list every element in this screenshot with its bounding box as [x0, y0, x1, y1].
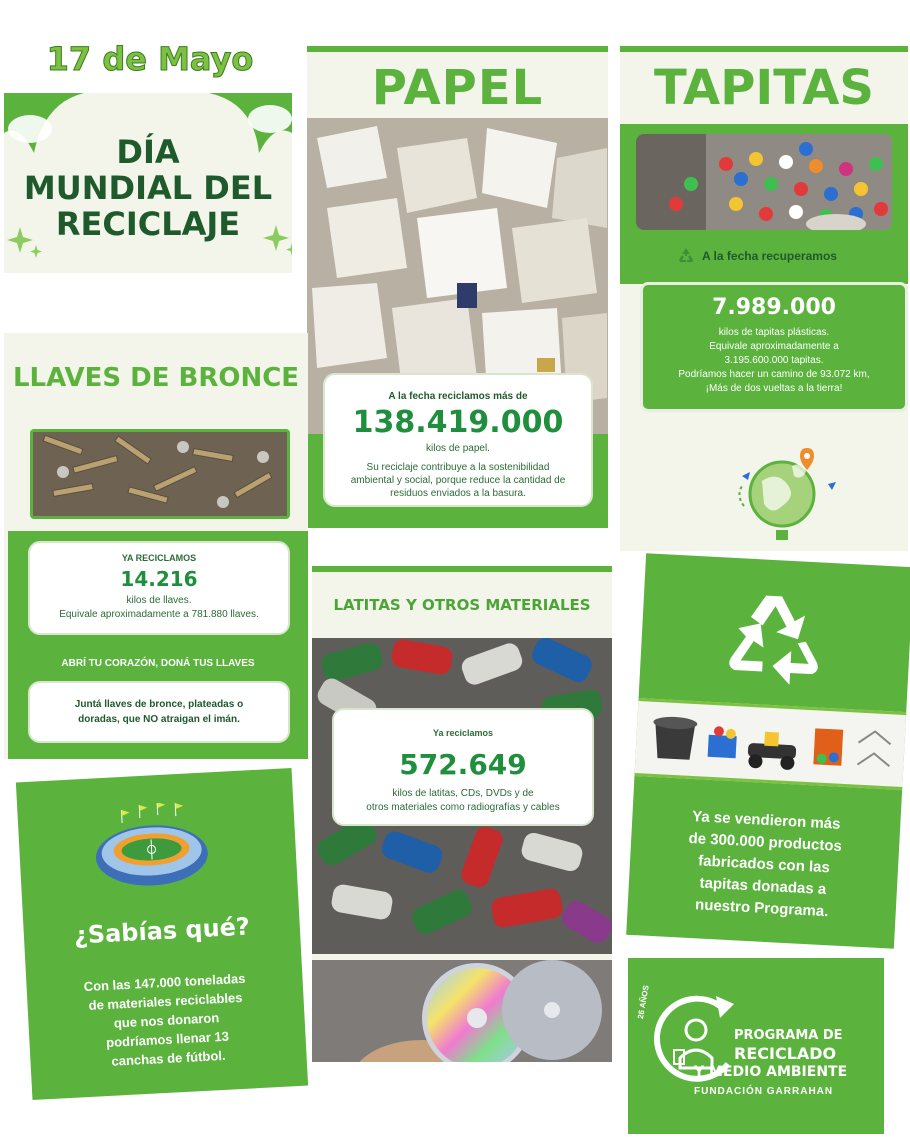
keys-illustration	[33, 432, 287, 516]
productos-line5: nuestro Programa.	[694, 896, 829, 921]
latitas-line2: otros materiales como radiografías y cables	[366, 802, 560, 813]
sabias-line4: podríamos llenar 13	[105, 1028, 230, 1051]
llaves-amount: 14.216	[120, 567, 198, 591]
latitas-line1: kilos de latitas, CDs, DVDs y de	[392, 788, 534, 799]
program-logo-icon	[650, 988, 740, 1098]
page-title-line1: DÍA	[116, 133, 180, 171]
papel-unit: kilos de papel.	[426, 443, 490, 454]
sabias-line1: Con las 147.000 toneladas	[83, 970, 246, 995]
cd-photo	[312, 960, 612, 1062]
tapitas-line2: Equivale aproximadamente a	[709, 341, 839, 352]
productos-line4: tapitas donadas a	[699, 874, 827, 899]
page-title-line2: MUNDIAL DEL	[23, 169, 273, 207]
tapitas-photo	[636, 134, 892, 230]
products-illustration	[635, 701, 906, 787]
tapitas-line1: kilos de tapitas plásticas.	[718, 327, 830, 338]
logo-years: 26 AÑOS	[636, 984, 651, 1020]
tapitas-line3: 3.195.600.000 tapitas.	[724, 355, 824, 366]
sabias-line5: canchas de fútbol.	[111, 1047, 226, 1069]
llaves-intro: YA RECICLAMOS	[121, 553, 197, 563]
latitas-title: LATITAS Y OTROS MATERIALES	[333, 596, 591, 614]
latitas-card	[312, 566, 612, 1062]
productos-line1: Ya se vendieron más	[691, 808, 841, 833]
llaves-note-line2: doradas, que NO atraigan el imán.	[78, 714, 240, 725]
llaves-photo	[30, 429, 290, 519]
productos-card	[626, 553, 910, 949]
sabias-card	[16, 768, 308, 1100]
papel-desc: Su reciclaje contribuye a la sostenibilidad ambiental y social, porque reduce la cantidad de residuos enviados a la basura.	[350, 462, 566, 499]
llaves-info-box	[28, 541, 290, 635]
sparkle-icon	[6, 223, 46, 263]
latitas-top-strip	[312, 566, 612, 572]
logo-line2: RECICLADO	[734, 1044, 837, 1063]
latitas-info-box	[332, 708, 594, 826]
title-card	[4, 93, 292, 273]
tapitas-title: TAPITAS	[654, 60, 874, 116]
products-strip	[635, 698, 907, 790]
globe-icon	[732, 446, 842, 546]
tapitas-line5: ¡Más de dos vueltas a la tierra!	[705, 383, 843, 394]
logo-card	[628, 958, 884, 1134]
bottle-caps-illustration	[636, 134, 892, 230]
sabias-line2: de materiales reciclables	[88, 989, 243, 1013]
llaves-cta: ABRÍ TU CORAZÓN, DONÁ TUS LLAVES	[61, 658, 255, 669]
papel-info-box	[323, 373, 593, 507]
llaves-note-line1: Juntá llaves de bronce, plateadas o	[74, 699, 244, 710]
papel-intro: A la fecha reciclamos más de	[388, 391, 528, 402]
llaves-title: LLAVES DE BRONCE	[12, 363, 300, 393]
logo-line3: Y MEDIO AMBIENTE	[694, 1064, 848, 1080]
date-heading: 17 de Mayo	[46, 40, 254, 78]
logo-line1: PROGRAMA DE	[734, 1028, 843, 1043]
tapitas-info-box	[640, 282, 908, 412]
tapitas-amount: 7.989.000	[712, 295, 836, 320]
productos-line2: de 300.000 productos	[688, 829, 843, 855]
papel-amount: 138.419.000	[352, 405, 564, 440]
productos-line3: fabricados con las	[697, 852, 831, 877]
cd-illustration	[312, 960, 612, 1062]
llaves-line1: kilos de llaves.	[126, 595, 192, 606]
recycle-symbol-icon	[719, 585, 834, 691]
latitas-intro: Ya reciclamos	[432, 728, 494, 738]
tapitas-top-strip	[620, 46, 908, 52]
latitas-amount: 572.649	[399, 748, 527, 781]
llaves-note-box	[28, 681, 290, 743]
tapitas-line4: Podríamos hacer un camino de 93.072 km,	[678, 369, 870, 380]
logo-line4: FUNDACIÓN GARRAHAN	[694, 1086, 834, 1097]
sabias-title: ¿Sabías qué?	[73, 912, 251, 950]
recycle-icon	[676, 246, 696, 266]
tapitas-intro: A la fecha recuperamos	[702, 249, 837, 263]
llaves-line2: Equivale aproximadamente a 781.880 llaves.	[59, 609, 259, 620]
tapitas-card	[620, 46, 908, 551]
papel-card	[307, 46, 608, 528]
sparkle-icon	[262, 221, 292, 261]
llaves-card	[4, 333, 308, 759]
page-title-line3: RECICLAJE	[55, 205, 241, 243]
stadium-icon	[89, 800, 214, 896]
sabias-line3: que nos donaron	[113, 1010, 220, 1031]
papel-title: PAPEL	[371, 60, 544, 116]
